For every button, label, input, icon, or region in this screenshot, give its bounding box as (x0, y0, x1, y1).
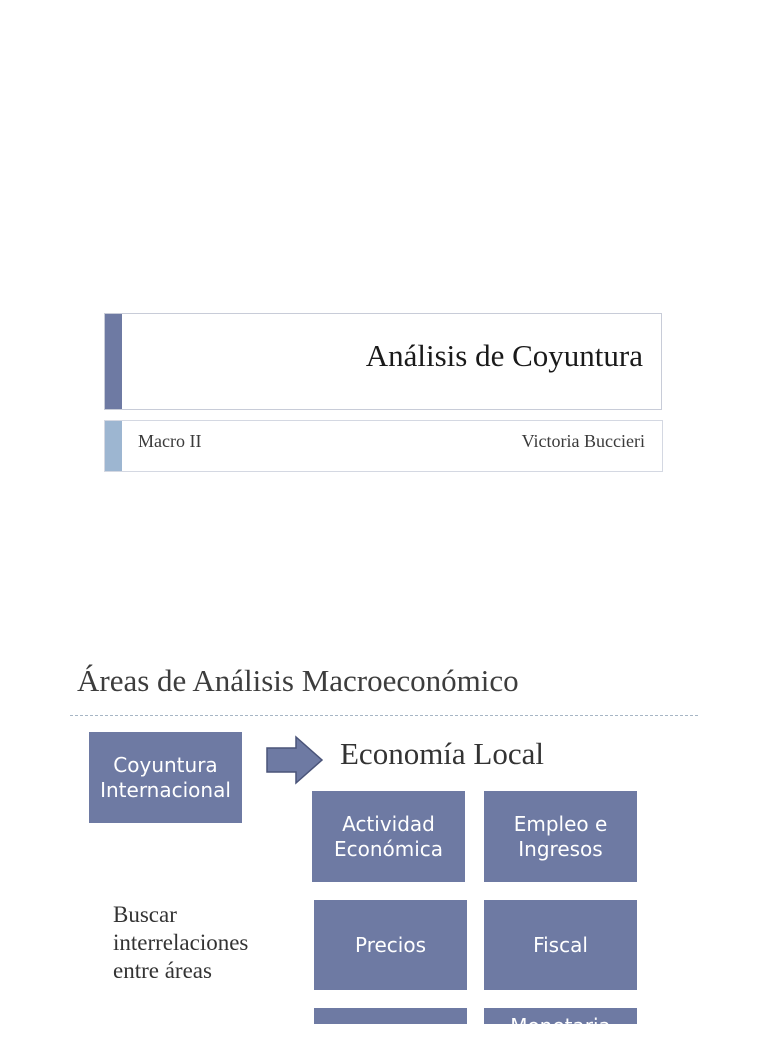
area-box-label: Monetaria (510, 1014, 611, 1038)
area-box-employment (484, 791, 637, 882)
area-box-label: Empleo e Ingresos (513, 811, 608, 861)
slide-title: Análisis de Coyuntura (365, 338, 643, 373)
area-box-monetary (484, 1008, 637, 1038)
area-box-external (314, 1008, 467, 1024)
local-economy-heading: Economía Local (340, 736, 544, 771)
slide2-heading: Áreas de Análisis Macroeconómico (77, 663, 519, 698)
subtitle-accent-bar (105, 421, 122, 471)
area-box-prices (314, 900, 467, 990)
area-box-label: Precios (354, 932, 426, 957)
international-box (89, 732, 242, 823)
area-box-fiscal (484, 900, 637, 990)
title-box (104, 313, 662, 410)
course-name: Macro II (138, 431, 202, 451)
area-box-label: Fiscal (533, 932, 588, 957)
author-name: Victoria Buccieri (521, 431, 645, 451)
heading-divider (70, 715, 698, 716)
title-accent-bar (105, 314, 122, 409)
area-box-activity (312, 791, 465, 882)
interrelations-note: Buscar interrelaciones entre áreas (113, 902, 249, 983)
area-box-label: Actividad Económica (333, 811, 444, 861)
subtitle-box (104, 420, 663, 472)
international-box-label: Coyuntura Internacional (100, 752, 231, 802)
right-arrow-icon (266, 736, 324, 786)
